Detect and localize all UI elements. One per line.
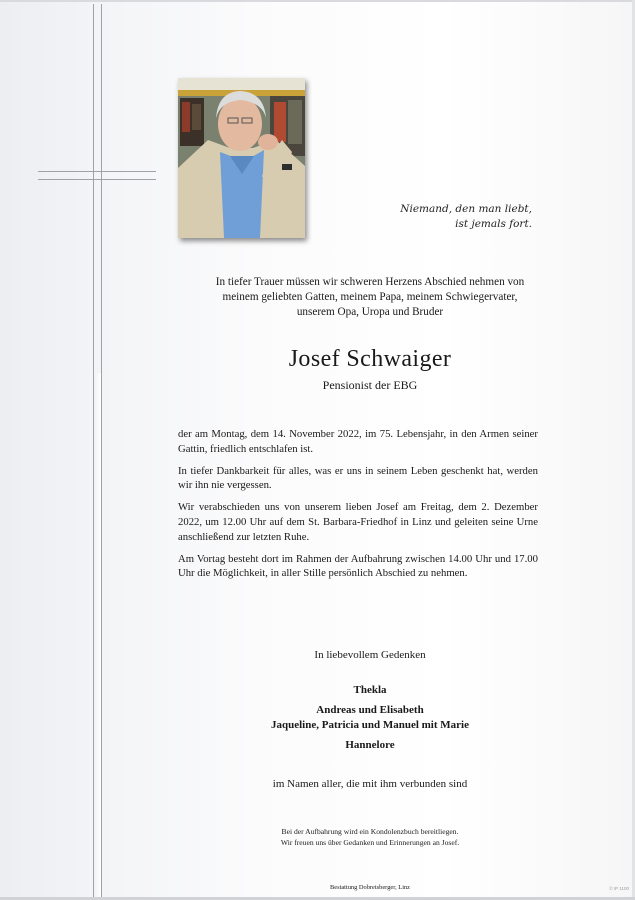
document-code: © IP 1100	[609, 886, 629, 891]
quote-line-2: ist jemals fort.	[455, 218, 532, 230]
body-paragraph-gratitude: In tiefer Dankbarkeit für alles, was er uns in seinem Leben geschenkt hat, werden wir ihn nie vergessen.	[178, 464, 538, 492]
body-paragraph-death: der am Montag, dem 14. November 2022, im 75. Lebensjahr, in den Armen seiner Gattin, friedlich entschlafen ist.	[178, 428, 538, 455]
body-paragraph-viewing: Am Vortag besteht dort im Rahmen der Aufbahrung zwischen 14.00 Uhr und 17.00 Uhr die Möglichkeit, in aller Stille persönlich Abschied zu nehmen.	[178, 552, 538, 580]
mourner-name: Thekla	[353, 684, 387, 696]
portrait-photo	[178, 78, 305, 238]
condolence-notice	[175, 826, 565, 848]
undertaker-credit: Bestattung Dobretsberger, Linz	[329, 884, 411, 891]
page-top-edge	[0, 0, 635, 2]
mourner-name: Hannelore	[345, 739, 395, 751]
deceased-profession: Pensionist der EBG	[322, 378, 418, 392]
cross-vertical-beam	[91, 4, 105, 897]
intro-line-2: meinem geliebten Gatten, meinem Papa, meinem Schwiegervater,	[222, 291, 518, 303]
cross-horizontal-beam	[38, 170, 156, 182]
mourners-list	[175, 683, 565, 753]
announcement-body	[178, 427, 538, 588]
intro-line-1: In tiefer Trauer müssen wir schweren Herzens Abschied nehmen von	[215, 276, 525, 288]
quote-line-1: Niemand, den man liebt,	[400, 203, 532, 215]
notice-line-1: Bei der Aufbahrung wird ein Kondolenzbuch bereitliegen.	[281, 827, 459, 836]
closing-line: In liebevollem Gedenken	[314, 649, 426, 661]
mourner-name: Andreas und Elisabeth	[316, 704, 424, 716]
intro-text	[175, 275, 565, 320]
notice-line-2: Wir freuen uns über Gedanken und Erinnerungen an Josef.	[280, 838, 460, 847]
mourner-name: Jaqueline, Patricia und Manuel mit Marie	[271, 719, 469, 731]
intro-line-3: unserem Opa, Uropa und Bruder	[296, 306, 444, 318]
on-behalf-line: im Namen aller, die mit ihm verbunden sind	[272, 778, 468, 790]
body-paragraph-farewell: Wir verabschieden uns von unserem lieben Josef am Freitag, dem 2. Dezember 2022, um 12.00 Uhr auf dem St. Barbara-Friedhof in Linz und geleiten seine Urne anschließend zur letzten Ruhe.	[178, 501, 538, 543]
deceased-name: Josef Schwaiger	[288, 346, 452, 372]
memorial-quote	[360, 202, 532, 232]
